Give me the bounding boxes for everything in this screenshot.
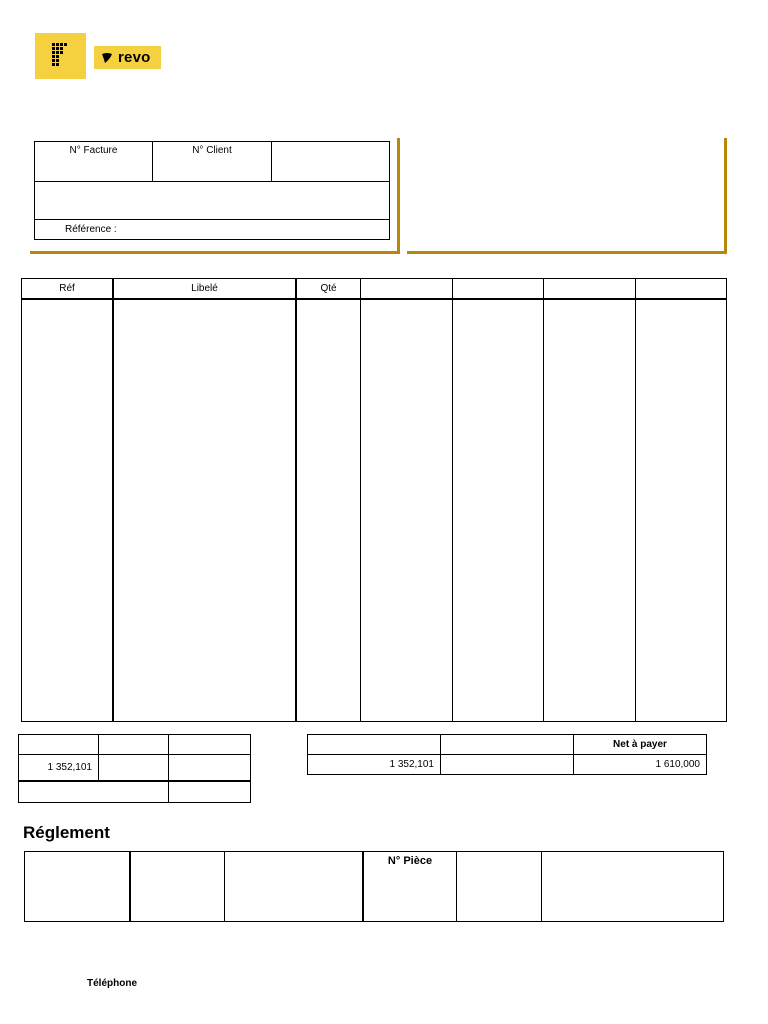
payment-title: Réglement (23, 823, 110, 842)
totals-left-value-cell (18, 754, 99, 781)
col-header-libele (113, 278, 296, 298)
invoice-number-cell (34, 141, 153, 182)
col-header-libele-label: Libelé (191, 282, 218, 294)
col-divider (112, 278, 114, 722)
totals-left-h3 (168, 734, 251, 755)
payment-divider (129, 851, 131, 922)
totals-left-f1 (18, 781, 169, 803)
totals-right-value1-cell (307, 754, 441, 775)
col-header-qte (296, 278, 361, 298)
totals-right-value1: 1 352,101 (389, 759, 434, 770)
net-to-pay-value-cell (573, 754, 707, 775)
col-divider (452, 278, 453, 722)
piece-number-label: N° Pièce (387, 855, 433, 867)
totals-left-v3 (168, 754, 251, 781)
totals-left-value: 1 352,101 (47, 762, 92, 773)
totals-right-v2 (440, 754, 574, 775)
payment-cell-2 (130, 851, 225, 922)
col-header-qte-label: Qté (320, 282, 337, 294)
payment-divider (362, 851, 364, 922)
client-number-label: N° Client (192, 145, 232, 156)
phone-label: Téléphone (87, 978, 138, 989)
payment-cell-5 (456, 851, 542, 922)
address-box-frame (407, 138, 727, 254)
col-divider (543, 278, 544, 722)
totals-left-f2 (168, 781, 251, 803)
col-divider (635, 278, 636, 722)
net-to-pay-header (573, 734, 707, 755)
payment-cell-3 (224, 851, 364, 922)
items-table (21, 278, 727, 722)
col-divider (360, 278, 361, 722)
payment-cell-6 (541, 851, 724, 922)
reference-cell (34, 219, 390, 240)
piece-number-cell (363, 851, 457, 922)
col-header-ref (21, 278, 113, 298)
info-middle-cell (34, 181, 390, 220)
net-to-pay-label: Net à payer (613, 739, 667, 750)
payment-cell-1 (24, 851, 131, 922)
col-header-ref-label: Réf (59, 282, 75, 294)
col-divider (295, 278, 297, 722)
blank-info-cell (271, 141, 390, 182)
brand-logo-square (35, 33, 86, 79)
totals-right-h1 (307, 734, 441, 755)
invoice-number-label: N° Facture (69, 145, 118, 156)
brand-f-icon (52, 43, 68, 67)
totals-left-h2 (98, 734, 169, 755)
totals-left-h1 (18, 734, 99, 755)
items-header-divider (21, 298, 727, 300)
revo-mark-icon (100, 51, 114, 65)
brand-logo-revo (94, 46, 161, 69)
reference-label: Référence : (65, 224, 117, 235)
net-to-pay-value: 1 610,000 (655, 759, 700, 770)
totals-right-h2 (440, 734, 574, 755)
brand-logo-text: revo (118, 49, 151, 66)
totals-left-v2 (98, 754, 169, 781)
client-number-cell (152, 141, 272, 182)
